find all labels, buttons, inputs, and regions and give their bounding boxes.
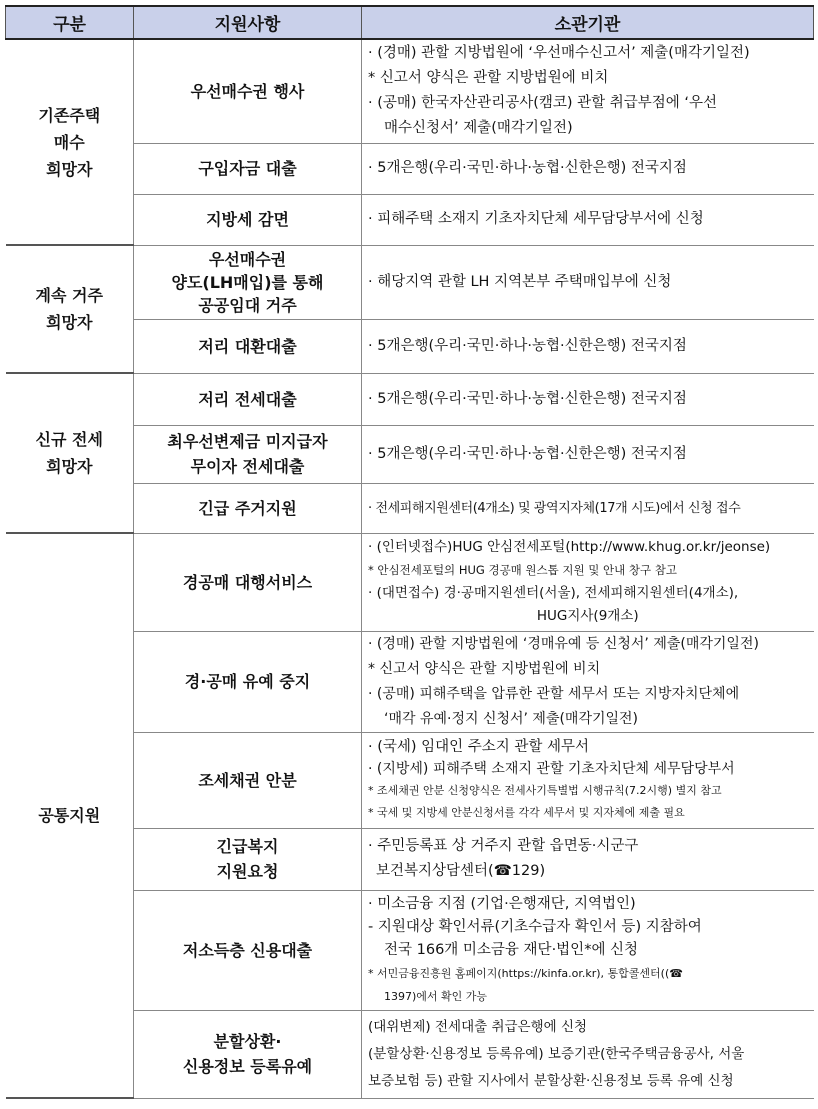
support-line: 신용정보 등록유예 xyxy=(182,1057,313,1076)
support-item xyxy=(134,373,362,425)
agency-cell xyxy=(362,319,814,373)
support-line: 구입자금 대출 xyxy=(198,159,297,178)
agency-note: * 조세채권 안분 신청양식은 전세사기특별법 시행규칙(7.2시행) 별지 참고 xyxy=(368,784,722,797)
support-line: 경·공매 유예 중지 xyxy=(184,672,311,691)
agency-line: 보증보험 등) 관할 지사에서 분할상환·신용정보 등록 유예 신청 xyxy=(368,1072,734,1089)
table-row xyxy=(6,245,814,319)
agency-note: * 국세 및 지방세 안분신청서를 각각 세무서 및 지자체에 제출 필요 xyxy=(368,806,685,819)
agency-cell xyxy=(362,245,814,319)
agency-cell xyxy=(362,483,814,533)
support-line: 저리 전세대출 xyxy=(198,389,297,409)
agency-cell xyxy=(362,143,814,194)
agency-line: · (지방세) 피해주택 소재지 관할 기초자치단체 세무담당부서 xyxy=(368,761,735,777)
support-item xyxy=(134,1010,362,1098)
support-item xyxy=(134,828,362,890)
agency-cell xyxy=(362,39,814,143)
agency-line: HUG지사(9개소) xyxy=(536,608,639,624)
header-support: 지원사항 xyxy=(134,6,362,39)
table-row xyxy=(6,39,814,143)
agency-cell xyxy=(362,373,814,425)
category-line: 매수 xyxy=(53,132,85,152)
agency-line: 전국 166개 미소금융 재단·법인*에 신청 xyxy=(384,941,639,958)
category-line: 희망자 xyxy=(46,313,93,332)
agency-note: * 신고서 양식은 관할 지방법원에 비치 xyxy=(368,660,601,677)
agency-line: · (공매) 피해주택을 압류한 관할 세무서 또는 지방자치단체에 xyxy=(368,685,740,702)
agency-line: · 해당지역 관할 LH 지역본부 주택매입부에 신청 xyxy=(368,273,672,290)
agency-line: 보건복지상담센터(☎129) xyxy=(376,863,546,879)
category-continue-residence xyxy=(6,245,134,373)
support-line: 양도(LH매입)를 통해 xyxy=(171,272,324,292)
agency-line: · 미소금융 지점 (기업·은행재단, 지역법인) xyxy=(368,895,636,912)
support-item xyxy=(134,39,362,143)
category-new-lease xyxy=(6,373,134,533)
category-line: 기존주택 xyxy=(38,105,101,125)
support-line: 저리 대환대출 xyxy=(198,336,297,356)
agency-cell xyxy=(362,631,814,732)
agency-line: · (대면접수) 경·공매지원센터(서울), 전세피해지원센터(4개소), xyxy=(368,585,739,601)
support-line: 최우선변제금 미지급자 xyxy=(167,432,328,451)
agency-line: 매수신청서’ 제출(매각기일전) xyxy=(384,120,573,137)
agency-cell xyxy=(362,533,814,631)
support-table xyxy=(5,5,814,1099)
agency-line: · 전세피해지원센터(4개소) 및 광역지자체(17개 시도)에서 신청 접수 xyxy=(368,500,741,516)
support-item xyxy=(134,143,362,194)
agency-line: · (경매) 관할 지방법원에 ‘경매유예 등 신청서’ 제출(매각기일전) xyxy=(368,635,759,652)
support-line: 지방세 감면 xyxy=(206,210,289,229)
agency-line: · (인터넷접수)HUG 안심전세포털(http://www.khug.or.kr/jeonse) xyxy=(368,539,771,555)
support-item xyxy=(134,194,362,245)
table-row xyxy=(6,533,814,631)
header-row xyxy=(6,6,814,39)
support-line: 우선매수권 xyxy=(208,249,287,269)
support-line: 조세채권 안분 xyxy=(198,770,297,790)
agency-cell xyxy=(362,1010,814,1098)
category-common-support xyxy=(6,533,134,1098)
agency-cell xyxy=(362,194,814,245)
header-agency: 소관기관 xyxy=(362,6,814,39)
support-item xyxy=(134,483,362,533)
agency-line: · 5개은행(우리·국민·하나·농협·신한은행) 전국지점 xyxy=(368,390,687,407)
category-line: 희망자 xyxy=(46,457,93,476)
agency-line: - 지원대상 확인서류(기초수급자 확인서 등) 지참하여 xyxy=(368,918,702,935)
agency-line: · (국세) 임대인 주소지 관할 세무서 xyxy=(368,739,590,755)
support-item xyxy=(134,245,362,319)
agency-note: * 신고서 양식은 관할 지방법원에 비치 xyxy=(368,70,609,87)
agency-note: * 서민금융진흥원 홈페이지(https://kinfa.or.kr), 통합콜센터((☎ xyxy=(368,966,683,980)
agency-cell xyxy=(362,425,814,483)
support-line: 무이자 전세대출 xyxy=(190,457,305,476)
agency-cell xyxy=(362,828,814,890)
agency-cell xyxy=(362,890,814,1010)
agency-cell xyxy=(362,732,814,828)
support-line: 공공임대 거주 xyxy=(198,295,297,315)
header-category: 구분 xyxy=(6,6,134,39)
agency-note: * 안심전세포털의 HUG 경공매 원스톱 지원 및 안내 창구 참고 xyxy=(368,563,678,577)
table-row xyxy=(6,373,814,425)
support-item xyxy=(134,319,362,373)
category-existing-buyer xyxy=(6,39,134,245)
agency-line: · (경매) 관할 지방법원에 ‘우선매수신고서’ 제출(매각기일전) xyxy=(368,45,750,62)
agency-line: · 5개은행(우리·국민·하나·농협·신한은행) 전국지점 xyxy=(368,337,687,354)
support-item xyxy=(134,533,362,631)
support-line: 경공매 대행서비스 xyxy=(182,572,313,592)
agency-line: · 주민등록표 상 거주지 관할 읍면동·시군구 xyxy=(368,838,639,854)
agency-line: (분할상환·신용정보 등록유예) 보증기관(한국주택금융공사, 서울 xyxy=(368,1045,745,1062)
agency-line: · (공매) 한국자산관리공사(캠코) 관할 취급부점에 ‘우선 xyxy=(368,95,718,112)
category-line: 계속 거주 xyxy=(35,286,103,305)
support-line: 지원요청 xyxy=(216,862,279,881)
support-line: 저소득층 신용대출 xyxy=(182,940,313,960)
support-item xyxy=(134,631,362,732)
support-item xyxy=(134,732,362,828)
support-line: 우선매수권 행사 xyxy=(190,81,305,101)
support-item xyxy=(134,890,362,1010)
agency-line: (대위변제) 전세대출 취급은행에 신청 xyxy=(368,1018,588,1035)
support-line: 분할상환· xyxy=(213,1032,282,1051)
support-line: 긴급복지 xyxy=(216,837,279,856)
support-line: 긴급 주거지원 xyxy=(198,498,297,518)
category-line: 희망자 xyxy=(46,159,93,179)
agency-line: · 피해주택 소재지 기초자치단체 세무담당부서에 신청 xyxy=(368,211,704,227)
category-line: 공통지원 xyxy=(38,806,101,825)
support-item xyxy=(134,425,362,483)
agency-line: · 5개은행(우리·국민·하나·농협·신한은행) 전국지점 xyxy=(368,445,687,462)
agency-line: ‘매각 유예·정지 신청서’ 제출(매각기일전) xyxy=(384,710,639,727)
agency-note: 1397)에서 확인 가능 xyxy=(384,989,488,1003)
category-line: 신규 전세 xyxy=(35,430,103,449)
agency-line: · 5개은행(우리·국민·하나·농협·신한은행) 전국지점 xyxy=(368,160,687,176)
